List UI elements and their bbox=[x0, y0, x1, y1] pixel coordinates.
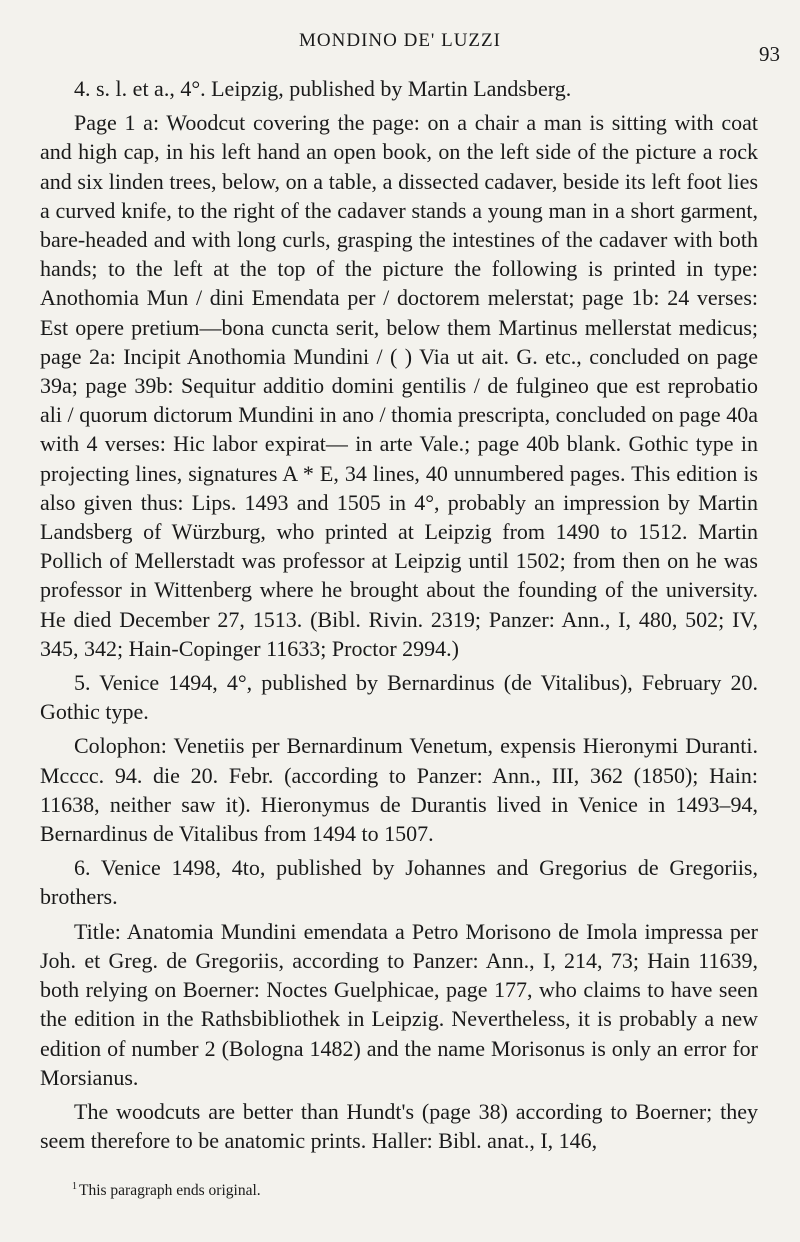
body-text bbox=[40, 74, 758, 1155]
paragraph-entry-5-heading: 5. Venice 1494, 4°, published by Bernardinus (de Vitalibus), February 20. Gothic type. bbox=[40, 670, 758, 725]
footnote bbox=[72, 1181, 261, 1200]
paragraph-entry-4-heading: 4. s. l. et a., 4°. Leipzig, published by Martin Landsberg. bbox=[74, 76, 572, 101]
footnote-text: This paragraph ends original. bbox=[79, 1182, 261, 1200]
paragraph-entry-6-heading: 6. Venice 1498, 4to, published by Johannes and Gregorius de Gregoriis, brothers. bbox=[40, 855, 758, 910]
paragraph-woodcuts: The woodcuts are better than Hundt's (page 38) according to Boerner; they seem therefore to be anatomic prints. Haller: Bibl. anat., I, 146, bbox=[40, 1098, 758, 1154]
footnote-mark: 1 bbox=[72, 1181, 77, 1192]
paragraph-entry-4-description: Page 1 a: Woodcut covering the page: on a chair a man is sitting with coat and high cap, in his left hand an open book, on the left side of the picture a rock and six linden trees, below, on a table, a dissected cadaver, beside its left foot lies a curved knife, to the right of the cadaver stands a young man in a short garment, bare-headed and with long curls, grasping the intestines of the cadaver with both hands; to the left at the top of the picture the following is printed in type: Anothomia Mun / dini Emendata per / doctorem melerstat; page 1b: 24 verses: Est opere pretium—bona cuncta serit, below them Martinus mellerstat medicus; page 2a: Incipit Anothomia Mundini / ( ) Via ut ait. G. etc., concluded on page 39a; page 39b: Sequitur additio domini gentilis / de fulgineo que est reprobatio ali / quorum dictorum Mundini in ano / thomia prescripta, concluded on page 40a with 4 verses: Hic labor expirat— in arte Vale.; page 40b blank. Gothic type in projecting lines, signatures A * E, 34 lines, 40 unnumbered pages. This edition is also given thus: Lips. 1493 and 1505 in 4°, probably an impression by Martin Landsberg of Würzburg, who printed at Leipzig from 1490 to 1512. Martin Pollich of Mellerstadt was professor at Leipzig until 1502; from then on he was professor in Wittenberg where he brought about the founding of the university. He died December 27, 1513. (Bibl. Rivin. 2319; Panzer: Ann., I, 480, 502; IV, 345, 342; Hain-Copinger 11633; Proctor 2994.) bbox=[40, 110, 758, 661]
page-number: 93 bbox=[759, 42, 780, 66]
running-head: MONDINO DE' LUZZI bbox=[299, 30, 501, 51]
paragraph-entry-5-colophon: Colophon: Venetiis per Bernardinum Venetum, expensis Hieronymi Duranti. Mcccc. 94. die 20. Febr. (according to Panzer: Ann., III, 362 (1850); Hain: 11638, neither saw it). Hieronymus de Durantis lived in Venice in 1493–94, Bernardinus de Vitalibus from 1494 to 1507. bbox=[40, 733, 758, 847]
paragraph-entry-6-title: Title: Anatomia Mundini emendata a Petro Morisono de Imola impressa per Joh. et Greg. de Gregoriis, according to Panzer: Ann., I, 214, 73; Hain 11639, both relying on Boerner: Noctes Guelphicae, page 177, who claims to have seen the edition in the Rathsbibliothek in Leipzig. Nevertheless, it is probably a new edition of number 2 (Bologna 1482) and the name Morisonus is only an error for Morsianus. bbox=[40, 918, 758, 1090]
